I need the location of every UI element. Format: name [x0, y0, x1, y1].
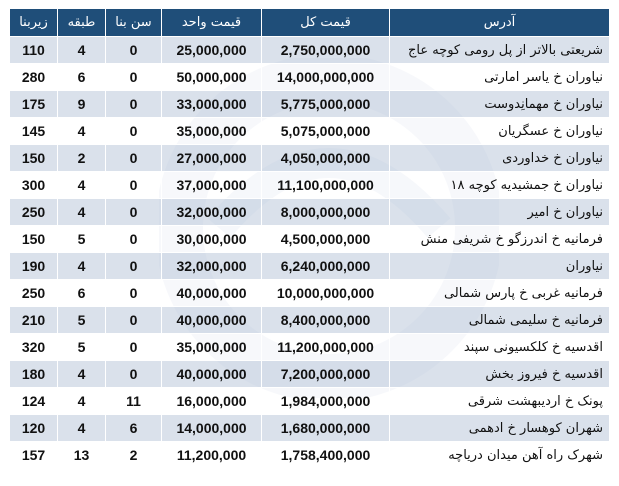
cell-unit-price: 40,000,000	[162, 280, 262, 307]
cell-total-price: 8,000,000,000	[262, 199, 390, 226]
cell-address: نیاوران خ امیر	[390, 199, 610, 226]
cell-unit-price: 27,000,000	[162, 145, 262, 172]
cell-unit-price: 37,000,000	[162, 172, 262, 199]
table-row	[10, 91, 610, 118]
apartment-price-table	[9, 8, 609, 469]
cell-building-age: 0	[106, 64, 162, 91]
cell-unit-price: 16,000,000	[162, 388, 262, 415]
cell-total-price: 11,100,000,000	[262, 172, 390, 199]
cell-address: نیاوران خ یاسر امارتی	[390, 64, 610, 91]
cell-address: شهران کوهسار خ ادهمی	[390, 415, 610, 442]
table-row	[10, 253, 610, 280]
cell-floor: 6	[58, 64, 106, 91]
cell-address: اقدسیه خ کلکسیونی سپند	[390, 334, 610, 361]
table-row	[10, 388, 610, 415]
cell-total-price: 4,500,000,000	[262, 226, 390, 253]
cell-address: فرمانیه خ سلیمی شمالی	[390, 307, 610, 334]
cell-total-price: 1,758,400,000	[262, 442, 390, 469]
header-unit-price: قیمت واحد	[162, 9, 262, 37]
cell-unit-price: 35,000,000	[162, 334, 262, 361]
cell-total-price: 1,984,000,000	[262, 388, 390, 415]
cell-building-age: 0	[106, 91, 162, 118]
cell-building-age: 0	[106, 118, 162, 145]
cell-area: 190	[10, 253, 58, 280]
cell-floor: 2	[58, 145, 106, 172]
cell-total-price: 11,200,000,000	[262, 334, 390, 361]
cell-floor: 4	[58, 361, 106, 388]
cell-unit-price: 14,000,000	[162, 415, 262, 442]
cell-building-age: 2	[106, 442, 162, 469]
cell-address: شهرک راه آهن میدان دریاچه	[390, 442, 610, 469]
cell-floor: 4	[58, 415, 106, 442]
cell-unit-price: 32,000,000	[162, 199, 262, 226]
cell-building-age: 0	[106, 145, 162, 172]
cell-area: 157	[10, 442, 58, 469]
cell-address: فرمانیه خ اندرزگو خ شریفی منش	[390, 226, 610, 253]
cell-building-age: 0	[106, 334, 162, 361]
cell-unit-price: 32,000,000	[162, 253, 262, 280]
cell-total-price: 1,680,000,000	[262, 415, 390, 442]
table-row	[10, 280, 610, 307]
cell-address: اقدسیه خ فیروز بخش	[390, 361, 610, 388]
cell-area: 150	[10, 145, 58, 172]
cell-total-price: 5,075,000,000	[262, 118, 390, 145]
cell-area: 175	[10, 91, 58, 118]
cell-floor: 4	[58, 37, 106, 64]
header-address: آدرس	[390, 9, 610, 37]
table-row	[10, 199, 610, 226]
cell-building-age: 0	[106, 199, 162, 226]
cell-area: 145	[10, 118, 58, 145]
cell-unit-price: 40,000,000	[162, 361, 262, 388]
cell-address: نیاوران خ خداوردی	[390, 145, 610, 172]
cell-building-age: 0	[106, 226, 162, 253]
header-total-price: قیمت کل	[262, 9, 390, 37]
table-row	[10, 145, 610, 172]
cell-address: شریعتی بالاتر از پل رومی کوچه عاج	[390, 37, 610, 64]
cell-total-price: 14,000,000,000	[262, 64, 390, 91]
cell-floor: 4	[58, 172, 106, 199]
cell-unit-price: 11,200,000	[162, 442, 262, 469]
cell-building-age: 11	[106, 388, 162, 415]
cell-floor: 13	[58, 442, 106, 469]
cell-floor: 4	[58, 388, 106, 415]
cell-floor: 4	[58, 118, 106, 145]
cell-area: 250	[10, 280, 58, 307]
table-header-row	[10, 9, 610, 37]
cell-area: 120	[10, 415, 58, 442]
cell-address: نیاوران	[390, 253, 610, 280]
price-table-container	[9, 8, 609, 469]
cell-address: پونک خ اردیبهشت شرقی	[390, 388, 610, 415]
cell-area: 180	[10, 361, 58, 388]
table-row	[10, 334, 610, 361]
cell-building-age: 0	[106, 280, 162, 307]
header-building-age: سن بنا	[106, 9, 162, 37]
cell-area: 250	[10, 199, 58, 226]
cell-building-age: 6	[106, 415, 162, 442]
header-area: زیربنا	[10, 9, 58, 37]
table-row	[10, 415, 610, 442]
cell-building-age: 0	[106, 361, 162, 388]
cell-area: 124	[10, 388, 58, 415]
cell-total-price: 6,240,000,000	[262, 253, 390, 280]
cell-area: 320	[10, 334, 58, 361]
table-row	[10, 442, 610, 469]
cell-area: 280	[10, 64, 58, 91]
header-floor: طبقه	[58, 9, 106, 37]
table-row	[10, 118, 610, 145]
cell-floor: 5	[58, 307, 106, 334]
cell-total-price: 4,050,000,000	[262, 145, 390, 172]
table-row	[10, 37, 610, 64]
cell-address: نیاوران خ جمشیدیه کوچه ۱۸	[390, 172, 610, 199]
cell-unit-price: 33,000,000	[162, 91, 262, 118]
cell-area: 110	[10, 37, 58, 64]
cell-total-price: 7,200,000,000	[262, 361, 390, 388]
cell-address: فرمانیه غربی خ پارس شمالی	[390, 280, 610, 307]
table-row	[10, 226, 610, 253]
cell-floor: 5	[58, 226, 106, 253]
cell-building-age: 0	[106, 307, 162, 334]
cell-area: 150	[10, 226, 58, 253]
cell-total-price: 8,400,000,000	[262, 307, 390, 334]
cell-building-age: 0	[106, 253, 162, 280]
cell-floor: 4	[58, 199, 106, 226]
table-row	[10, 361, 610, 388]
cell-unit-price: 25,000,000	[162, 37, 262, 64]
cell-floor: 6	[58, 280, 106, 307]
cell-total-price: 5,775,000,000	[262, 91, 390, 118]
cell-floor: 9	[58, 91, 106, 118]
cell-unit-price: 40,000,000	[162, 307, 262, 334]
cell-total-price: 2,750,000,000	[262, 37, 390, 64]
cell-area: 300	[10, 172, 58, 199]
cell-unit-price: 30,000,000	[162, 226, 262, 253]
cell-unit-price: 35,000,000	[162, 118, 262, 145]
table-row	[10, 64, 610, 91]
cell-unit-price: 50,000,000	[162, 64, 262, 91]
cell-building-age: 0	[106, 172, 162, 199]
cell-total-price: 10,000,000,000	[262, 280, 390, 307]
cell-address: نیاوران خ عسگریان	[390, 118, 610, 145]
cell-address: نیاوران خ مهمانِدوست	[390, 91, 610, 118]
table-row	[10, 172, 610, 199]
cell-floor: 5	[58, 334, 106, 361]
cell-building-age: 0	[106, 37, 162, 64]
table-row	[10, 307, 610, 334]
cell-floor: 4	[58, 253, 106, 280]
cell-area: 210	[10, 307, 58, 334]
